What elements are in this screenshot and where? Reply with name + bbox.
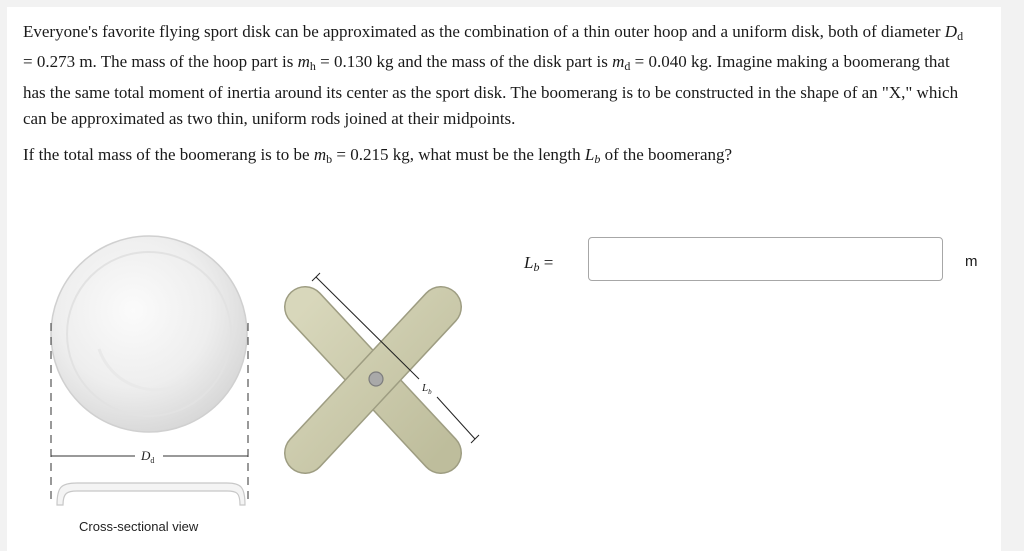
boomerang-mass-symbol: m <box>313 145 327 165</box>
problem-statement <box>23 19 973 132</box>
answer-label-symbol: L <box>524 253 534 272</box>
question-text-segment: = 0.215 kg, what must be the length <box>332 145 585 165</box>
disk-cross-section <box>57 483 245 505</box>
length-label-subscript: b <box>428 388 432 396</box>
answer-label-subscript: b <box>533 260 540 274</box>
diameter-subscript: d <box>957 29 964 43</box>
length-label <box>421 382 432 396</box>
problem-text <box>23 19 973 172</box>
answer-label <box>524 253 553 275</box>
figure-canvas <box>37 229 497 549</box>
problem-text-segment: = 0.040 kg. Imagine making a boomerang that has the same total moment of inertia around its center as the sport disk. The boomerang is to be constructed in the shape of an "X," which can be approximated as two thin, uniform rods joined at their midpoints. <box>23 52 959 128</box>
diameter-symbol: D <box>944 22 958 41</box>
sport-disk <box>51 236 247 432</box>
problem-text-segment: Everyone's favorite flying sport disk can be approximated as the combination of a thin outer hoop and a uniform disk, both of diameter <box>23 22 945 41</box>
answer-input[interactable] <box>588 237 943 281</box>
boomerang-mass-subscript: b <box>326 152 333 167</box>
question-card <box>7 7 1001 551</box>
problem-text-segment: = 0.130 kg and the mass of the disk part is <box>315 52 613 72</box>
diameter-label-subscript: d <box>150 456 155 465</box>
figure-caption: Cross-sectional view <box>79 519 199 534</box>
length-subscript: b <box>594 152 601 167</box>
answer-unit: m <box>965 253 978 270</box>
hoop-mass-subscript: h <box>309 59 316 74</box>
answer-label-equals: = <box>539 253 554 272</box>
length-symbol: L <box>584 145 595 165</box>
problem-text-segment: = 0.273 m. The mass of the hoop part is <box>23 52 298 72</box>
question-text-segment: of the boomerang? <box>600 145 733 165</box>
question-text-segment: If the total mass of the boomerang is to be <box>23 145 314 165</box>
diameter-label <box>140 448 154 465</box>
disk-mass-subscript: d <box>624 59 631 74</box>
length-label-symbol: L <box>422 382 429 394</box>
hoop-mass-symbol: m <box>297 52 310 72</box>
boomerang-pivot-pin <box>369 372 383 386</box>
disk-mass-symbol: m <box>612 52 625 72</box>
question-prompt <box>23 142 973 172</box>
disk-outer-hoop <box>51 236 247 432</box>
boomerang-x <box>305 307 441 453</box>
problem-figure <box>37 229 497 549</box>
diameter-label-symbol: D <box>141 448 151 463</box>
